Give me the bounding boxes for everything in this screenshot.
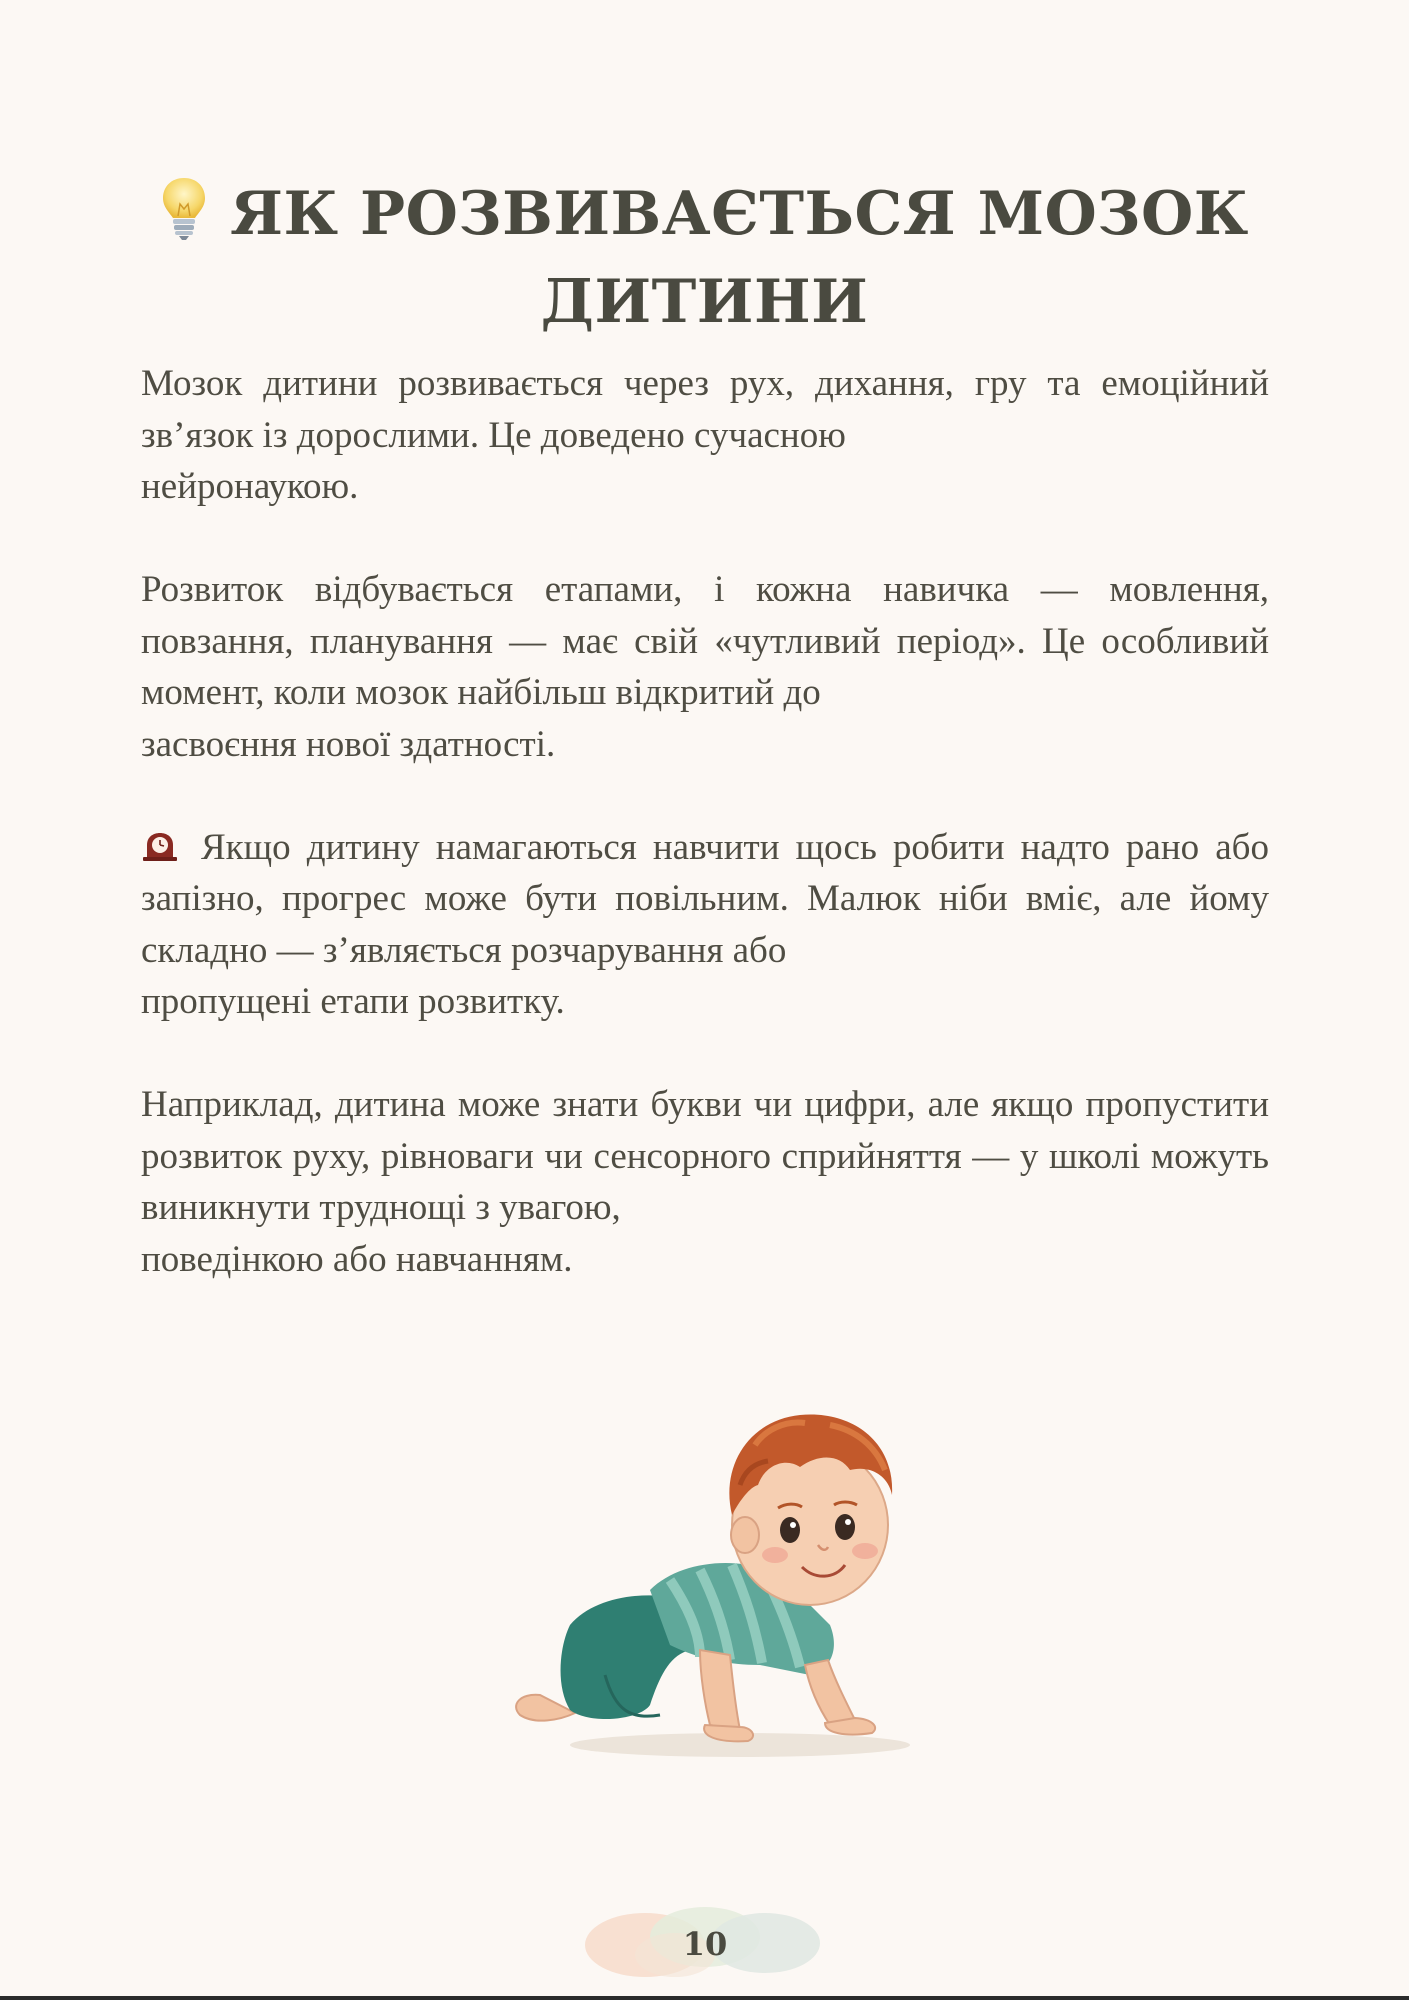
paragraph-1 xyxy=(141,358,1269,513)
body-text xyxy=(141,358,1269,1337)
paragraph-3-last-line: пропущені етапи розвитку. xyxy=(141,981,565,1022)
crawling-toddler-illustration xyxy=(500,1375,940,1765)
paragraph-2-last-line: засвоєння нової здатності. xyxy=(141,723,556,765)
paragraph-2 xyxy=(141,564,1269,770)
paragraph-3-text: Якщо дитину намагаються навчити щось робити надто рано або запізно, прогрес може бути повільним. Малюк ніби вміє, але йому складно — з’являється розчарування або xyxy=(141,826,1269,971)
paragraph-4 xyxy=(141,1079,1269,1285)
page-bottom-border xyxy=(0,1996,1409,2000)
page-title xyxy=(140,170,1269,346)
paragraph-4-last-line: поведінкою або навчанням. xyxy=(141,1238,573,1280)
paragraph-3 xyxy=(141,822,1269,1028)
paragraph-2-text: Розвиток відбувається етапами, і кожна навичка — мовлення, повзання, планування — має свій «чутливий період». Це особливий момент, коли мозок найбільш відкритий до xyxy=(141,569,1269,713)
mantel-clock-icon xyxy=(141,831,179,861)
title-line-2: ДИТИНИ xyxy=(540,267,869,338)
lightbulb-icon xyxy=(160,176,208,242)
paragraph-1-text: Мозок дитини розвивається через рух, дихання, гру та емоційний зв’язок із дорослими. Це доведено сучасною xyxy=(141,363,1269,456)
title-line-1: ЯК РОЗВИВАЄТЬСЯ МОЗОК xyxy=(230,179,1249,250)
page-number: 10 xyxy=(682,1925,728,1963)
paragraph-1-last-line: нейронаукою. xyxy=(141,466,359,507)
paragraph-4-text: Наприклад, дитина може знати букви чи цифри, але якщо пропустити розвиток руху, рівноваги чи сенсорного сприйняття — у школі можуть виникнути труднощі з увагою, xyxy=(141,1084,1269,1228)
